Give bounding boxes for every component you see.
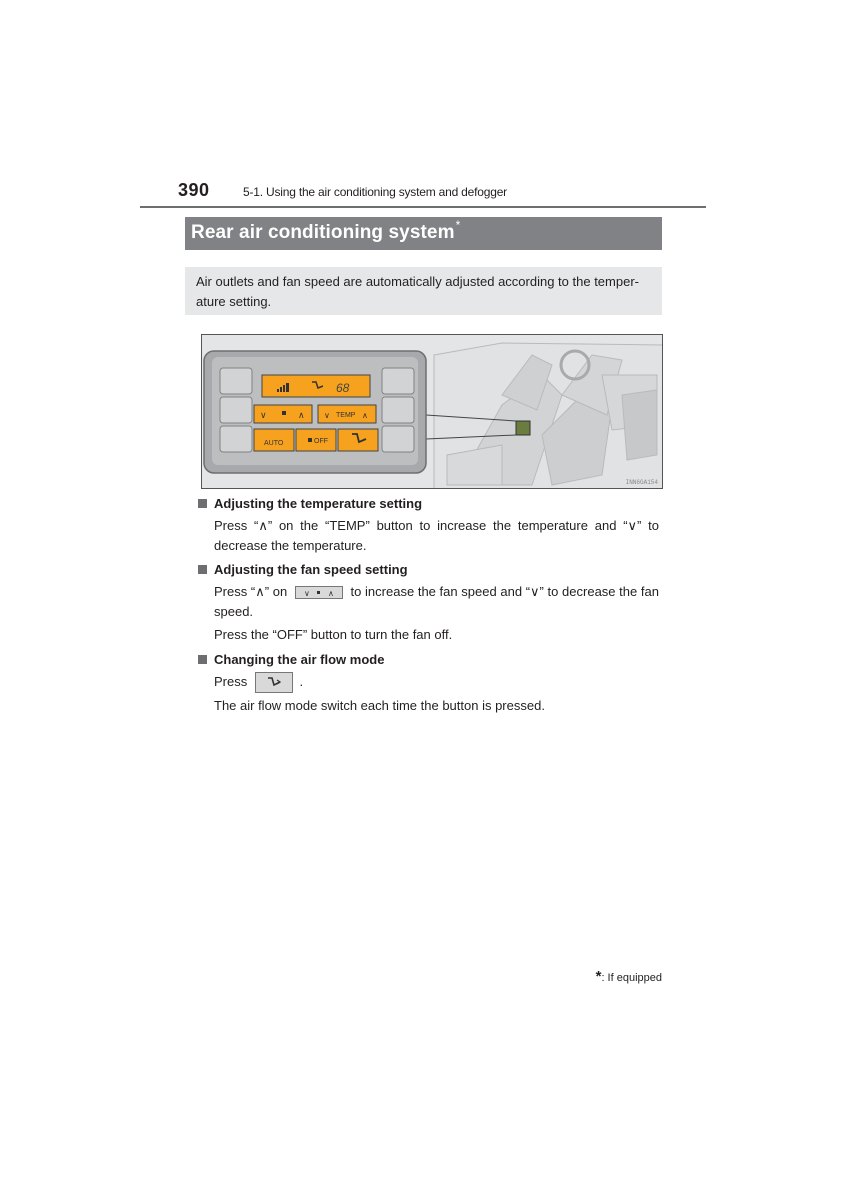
item-heading-text: Adjusting the temperature setting xyxy=(214,496,423,511)
item-heading-text: Changing the air flow mode xyxy=(214,652,385,667)
bullet-square-icon xyxy=(198,499,207,508)
svg-text:∨: ∨ xyxy=(260,410,267,420)
fan-text-part-b: to increase the fan speed and “∨” to decrease the fan speed. xyxy=(214,584,659,619)
bullet-square-icon xyxy=(198,655,207,664)
item-text-air-flow-detail: The air flow mode switch each time the button is pressed. xyxy=(214,698,545,713)
item-text-temperature: Press “∧” on the “TEMP” button to increase the temperature and “∨” to decrease the temperature. xyxy=(214,518,659,553)
air-flow-mode-button-icon xyxy=(255,672,293,693)
temp-button-label: TEMP xyxy=(336,412,356,419)
item-heading-text: Adjusting the fan speed setting xyxy=(214,562,408,577)
item-heading-temperature xyxy=(198,496,422,511)
header-rule xyxy=(140,206,706,208)
fan-text-part-a: Press “∧” on xyxy=(214,584,288,599)
item-heading-air-flow xyxy=(198,652,384,667)
item-text-fan-off: Press the “OFF” button to turn the fan off. xyxy=(214,627,453,642)
figure-illustration xyxy=(202,335,663,489)
auto-button-label: AUTO xyxy=(264,440,284,447)
fan-speed-button-icon xyxy=(295,586,343,599)
page-number: 390 xyxy=(178,180,210,200)
svg-text:∨: ∨ xyxy=(324,411,330,420)
airflow-text-part-b: . xyxy=(299,674,304,689)
item-text-air-flow xyxy=(214,672,659,693)
item-heading-fan-speed xyxy=(198,562,408,577)
rear-ac-figure xyxy=(201,334,663,489)
section-title xyxy=(191,218,461,244)
footnote xyxy=(596,968,662,985)
figure-code: INN6GA154 xyxy=(625,479,658,486)
car-interior-illustration xyxy=(434,343,663,489)
svg-text:∧: ∧ xyxy=(327,589,334,599)
svg-text:∧: ∧ xyxy=(362,411,368,420)
bullet-square-icon xyxy=(198,565,207,574)
intro-box: Air outlets and fan speed are automatically adjusted according to the temper-ature setting. xyxy=(185,267,662,315)
item-text-fan-speed xyxy=(214,582,659,622)
running-title: 5-1. Using the air conditioning system and defogger xyxy=(243,185,507,199)
off-button-label: OFF xyxy=(314,438,328,445)
svg-text:∨: ∨ xyxy=(303,589,310,599)
display-temp: 68 xyxy=(336,381,350,395)
footnote-star: * xyxy=(595,968,602,985)
page-header xyxy=(140,178,706,208)
svg-text:∧: ∧ xyxy=(298,410,305,420)
footnote-text: : If equipped xyxy=(601,972,662,984)
section-title-bar xyxy=(185,217,662,250)
section-title-text: Rear air conditioning system xyxy=(191,222,455,243)
airflow-text-part-a: Press xyxy=(214,674,248,689)
if-equipped-mark: * xyxy=(455,218,461,232)
